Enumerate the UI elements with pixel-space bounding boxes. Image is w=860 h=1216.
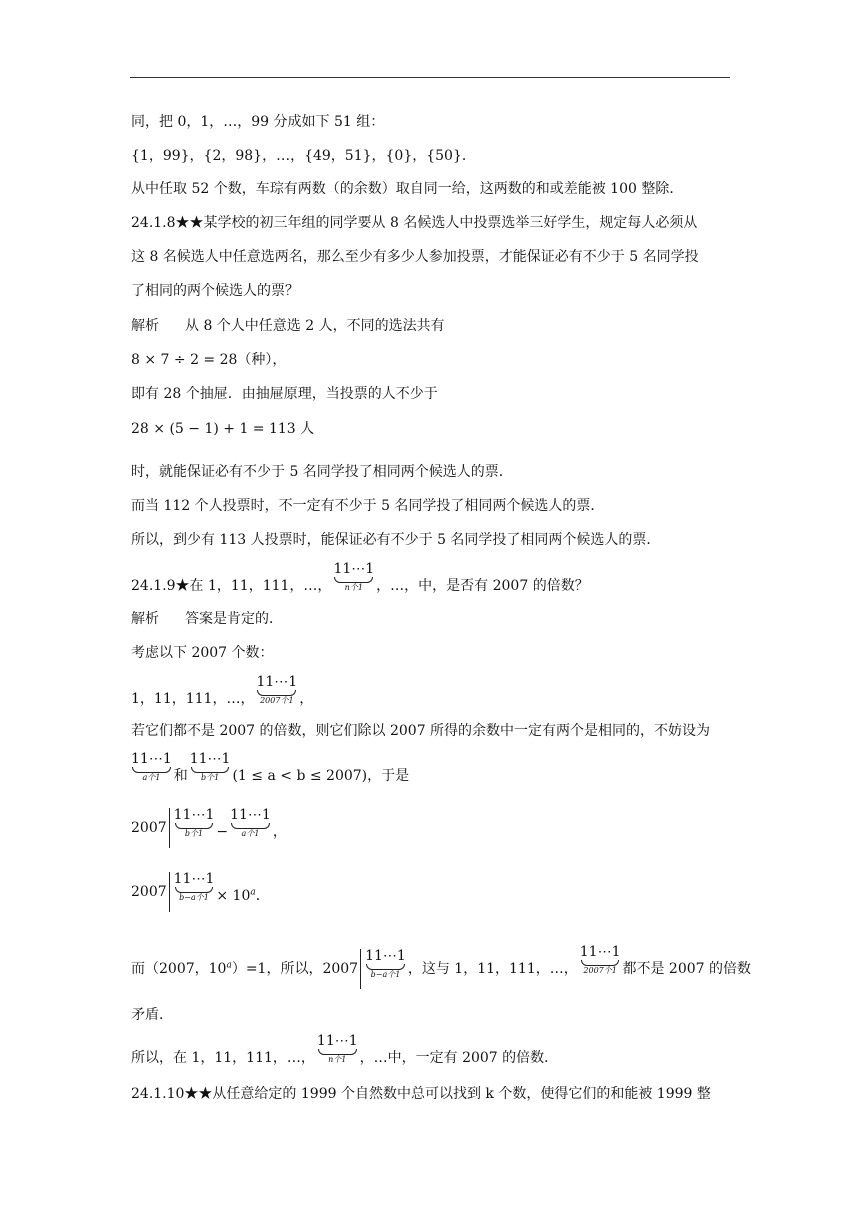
repunit-b-minus-a: 11⋯1 b−a个1 xyxy=(173,871,215,902)
text-line: 时，就能保证必有不少于 5 名同学投了相同两个候选人的票． xyxy=(131,464,513,480)
text-line: 所以，在 1，11，111，…， 11⋯1 n个1 ，…中，一定有 2007 的倍数． xyxy=(131,1033,559,1066)
text-line: 同，把 0，1，…，99 分成如下 51 组： xyxy=(131,114,385,130)
analysis-line xyxy=(131,317,445,335)
repunit-b-minus-a: 11⋯1 b−a个1 xyxy=(365,948,406,979)
text-line: 而（2007，$10^a)=1$，所以，2007 11⋯1 b−a个1 ，这与 1，11，111，…， 11⋯1 2007个1 都不是 2007 的倍数 xyxy=(131,945,751,989)
problem-heading: 24.1.10★★从任意给定的 1999 个自然数中总可以找到 k 个数，使得它们的和能被 1999 整 xyxy=(131,1086,711,1102)
text-line: 而当 112 个人投票时，不一定有不少于 5 名同学投了相同两个候选人的票． xyxy=(131,498,605,514)
text-line: {1，99}，{2，98}，…，{49，51}，{0}，{50}． xyxy=(131,148,476,164)
analysis-label: 解析 xyxy=(131,318,159,334)
problem-text: ，…，中，是否有 2007 的倍数？ xyxy=(376,578,589,594)
repunit-n: 11⋯1 n个1 xyxy=(316,1033,358,1064)
equation: 2007 11⋯1 b个1 − 11⋯1 a个1 ， xyxy=(131,808,287,848)
problem-heading xyxy=(131,562,589,595)
analysis-text: 答案是肯定的． xyxy=(185,611,283,627)
repunit-2007: 11⋯1 2007个1 xyxy=(579,944,621,975)
repunit-2007: 11⋯1 2007个1 xyxy=(256,674,298,705)
header-rule xyxy=(130,77,730,78)
repunit-b: 11⋯1 b个1 xyxy=(189,751,231,782)
repunit-b: 11⋯1 b个1 xyxy=(173,807,215,838)
repunit-a: 11⋯1 a个1 xyxy=(131,751,172,782)
repunit-n: 11⋯1 n个1 xyxy=(333,561,375,592)
equation: 28 × (5 − 1) + 1 = 113 人 xyxy=(131,421,315,437)
text-line: 1，11，111，…， 11⋯1 2007个1 ， xyxy=(131,674,314,707)
analysis-line xyxy=(131,610,283,628)
text-line: 考虑以下 2007 个数： xyxy=(131,645,274,661)
text-line: 从中任取 52 个数，车琮有两数（的余数）取自同一给，这两数的和或差能被 100 整除． xyxy=(131,181,684,197)
problem-heading: 24.1.8★★某学校的初三年组的同学要从 8 名候选人中投票选举三好学生，规定每人必须从 xyxy=(131,215,698,231)
problem-text: 24.1.9★在 1，11，111，…， xyxy=(131,578,332,594)
text-line: 若它们都不是 2007 的倍数，则它们除以 2007 所得的余数中一定有两个是相同的，不妨设为 xyxy=(131,723,711,739)
text-line: 11⋯1 a个1 和 11⋯1 b个1 (1 ≤ a < b ≤ 2007)，于是 xyxy=(131,751,410,784)
repunit-a: 11⋯1 a个1 xyxy=(230,807,271,838)
text-line: 矛盾． xyxy=(131,1007,173,1023)
text-line: 所以，到少有 113 人投票时，能保证必有不少于 5 名同学投了相同两个候选人的票． xyxy=(131,532,661,548)
analysis-text: 从 8 个人中任意选 2 人，不同的选法共有 xyxy=(185,318,445,334)
text-line: 了相同的两个候选人的票？ xyxy=(131,283,299,299)
equation: 2007 11⋯1 b−a个1 × $10^a$． xyxy=(131,872,270,912)
text-line: 即有 28 个抽屉．由抽屉原理，当投票的人不少于 xyxy=(131,386,438,402)
equation: 8 × 7 ÷ 2 = 28（种）， xyxy=(131,352,287,368)
text-line: 这 8 名候选人中任意选两名，那么至少有多少人参加投票，才能保证必有不少于 5 名同学投 xyxy=(131,249,699,265)
analysis-label: 解析 xyxy=(131,611,159,627)
